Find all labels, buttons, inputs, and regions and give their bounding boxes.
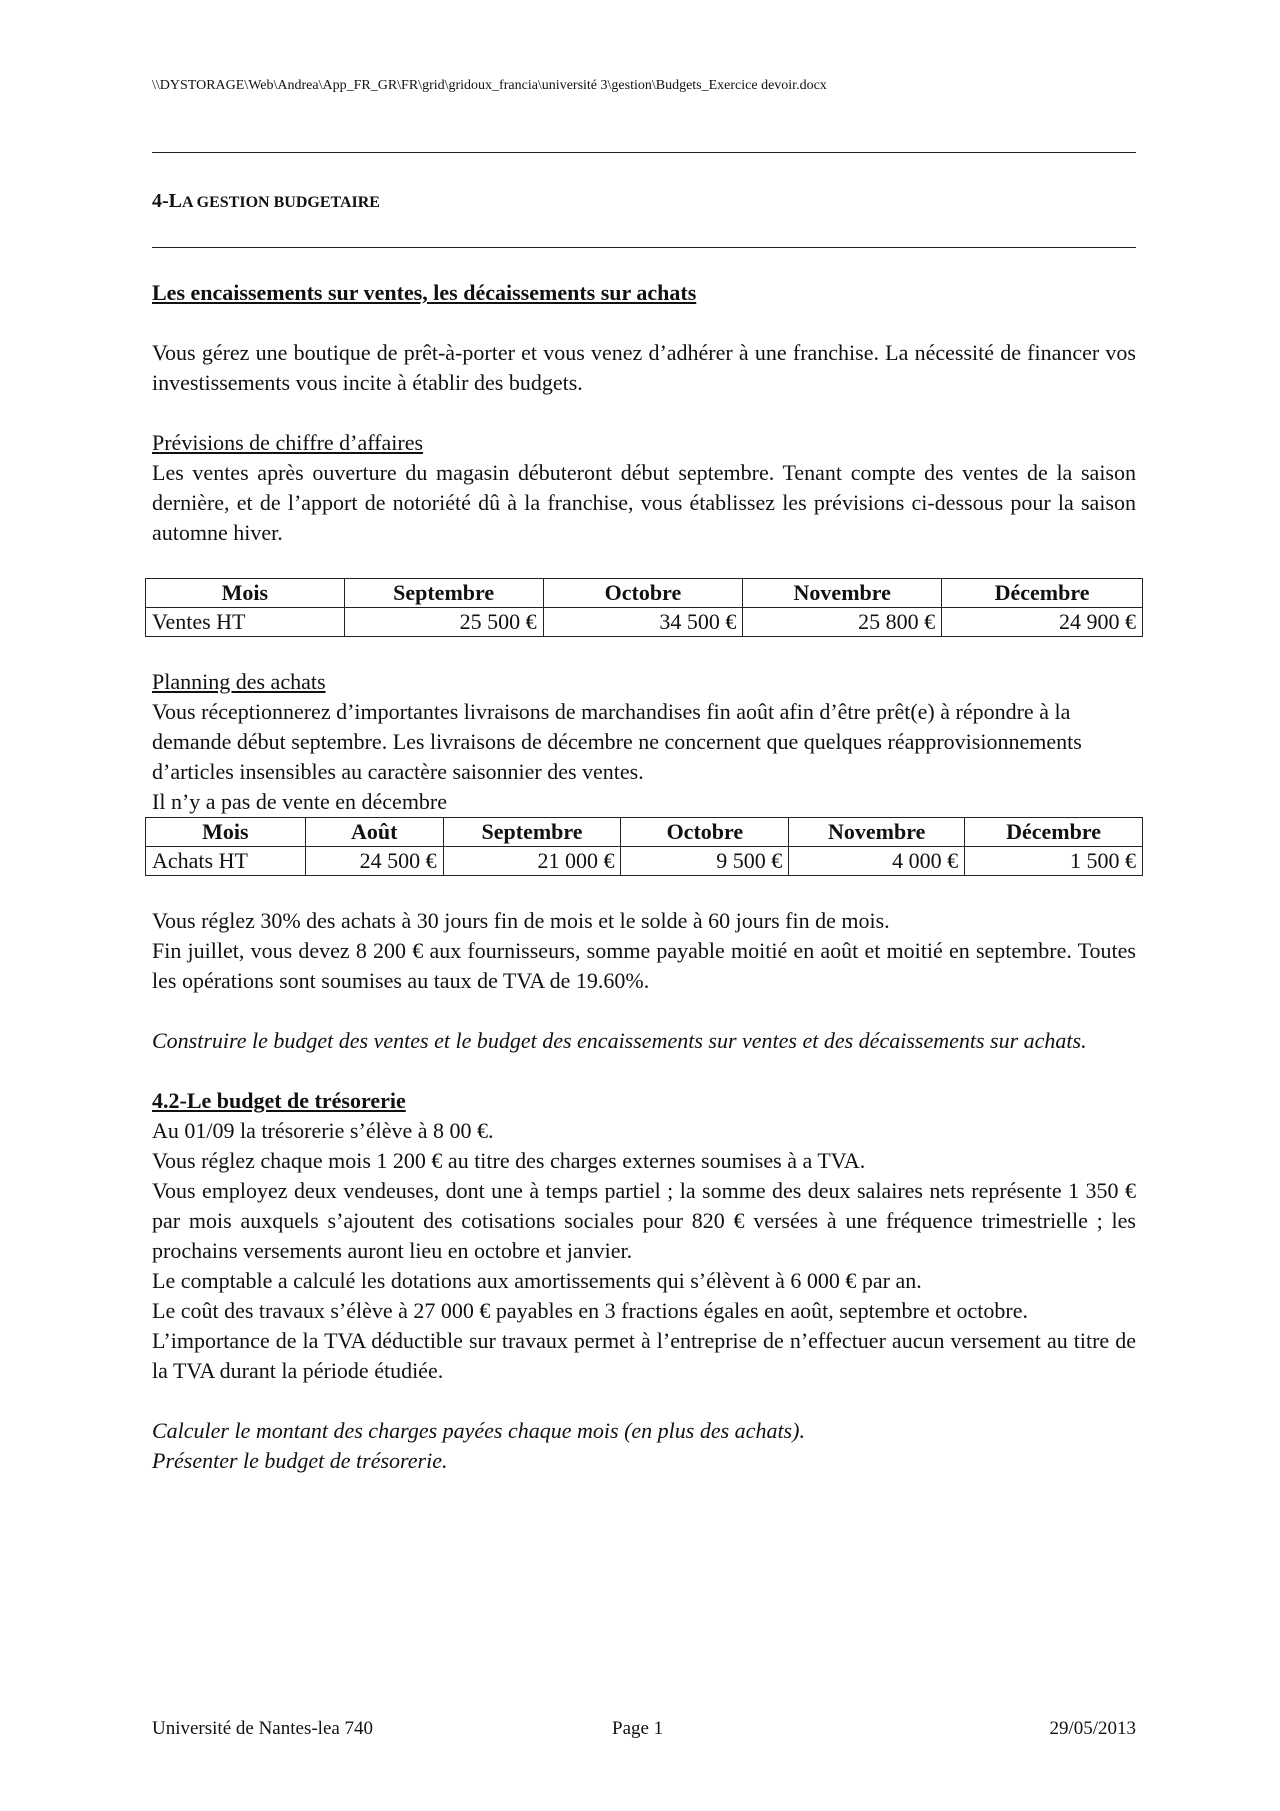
table-cell: 24 900 € [942,608,1143,637]
table-header-cell: Décembre [942,579,1143,608]
section2-task: Calculer le montant des charges payées chaque mois (en plus des achats). [152,1418,805,1443]
supplier-debt: Fin juillet, vous devez 8 200 € aux fournisseurs, somme payable moitié en août et moitié en septembre. Toutes les opérations sont soumises au taux de TVA de 19.60%. [152,938,1136,993]
footer-left: Université de Nantes-lea 740 [152,1718,374,1739]
purchases-note: Il n’y a pas de vente en décembre [152,789,448,814]
treasury-line: Au 01/09 la trésorerie s’élève à 8 00 €. [152,1118,494,1143]
section2-heading: 4.2-Le budget de trésorerie [152,1088,406,1113]
table-header-cell: Août [305,818,443,847]
table-header-cell: Octobre [621,818,789,847]
purchases-text: Vous réceptionnerez d’importantes livraisons de marchandises fin août afin d’être prêt(e) à répondre à la demande début septembre. Les livraisons de décembre ne concernent que quelques réapprovisionnements d’articles insensibles au caractère saisonnier des ventes. [152,699,1082,784]
footer-page-number: Page 1 [612,1718,664,1739]
table-cell: 21 000 € [443,847,621,876]
purchases-table [145,817,1143,876]
table-header-row [146,818,1143,847]
section1-intro: Vous gérez une boutique de prêt-à-porter et vous venez d’adhérer à une franchise. La nécessité de financer vos investissements vous incite à établir des budgets. [152,340,1136,395]
treasury-line: L’importance de la TVA déductible sur travaux permet à l’entreprise de n’effectuer aucun versement au titre de la TVA durant la période étudiée. [152,1328,1136,1383]
table-cell: 34 500 € [543,608,743,637]
document-body [152,278,1136,1476]
treasury-line: Le comptable a calculé les dotations aux amortissements qui s’élèvent à 6 000 € par an. [152,1268,922,1293]
section1-heading: Les encaissements sur ventes, les décaissements sur achats [152,280,697,305]
table-row-label: Achats HT [146,847,306,876]
table-header-cell: Novembre [743,579,942,608]
treasury-line: Le coût des travaux s’élève à 27 000 € payables en 3 fractions égales en août, septembre et octobre. [152,1298,1028,1323]
chapter-title-rest: A GESTION BUDGETAIRE [182,194,380,211]
treasury-line: Vous réglez chaque mois 1 200 € au titre des charges externes soumises à a TVA. [152,1148,866,1173]
section1-task: Construire le budget des ventes et le budget des encaissements sur ventes et des décaissements sur achats. [152,1028,1087,1053]
table-cell: 9 500 € [621,847,789,876]
table-header-cell: Novembre [789,818,965,847]
table-header-cell: Décembre [965,818,1143,847]
chapter-rule [152,247,1136,248]
footer-date: 29/05/2013 [1049,1718,1136,1739]
forecast-heading: Prévisions de chiffre d’affaires [152,430,424,455]
table-header-cell: Mois [146,818,306,847]
chapter-number: 4-L [152,190,182,212]
treasury-line: Vous employez deux vendeuses, dont une à temps partiel ; la somme des deux salaires nets représente 1 350 € par mois auxquels s’ajoutent des cotisations sociales pour 820 € versées à une fréquence trimestrielle ; les prochains versements auront lieu en octobre et janvier. [152,1178,1136,1263]
purchases-heading: Planning des achats [152,669,326,694]
table-cell: 4 000 € [789,847,965,876]
table-header-cell: Octobre [543,579,743,608]
sales-table [145,578,1143,637]
table-cell: 24 500 € [305,847,443,876]
top-rule [152,152,1136,153]
file-path-header: \\DYSTORAGE\Web\Andrea\App_FR_GR\FR\grid\gridoux_francia\université 3\gestion\Budgets_Exercice devoir.docx [152,78,827,93]
payment-terms: Vous réglez 30% des achats à 30 jours fin de mois et le solde à 60 jours fin de mois. [152,908,890,933]
table-cell: 25 500 € [344,608,543,637]
chapter-title [152,190,380,213]
table-header-cell: Septembre [443,818,621,847]
table-cell: 25 800 € [743,608,942,637]
table-header-cell: Mois [146,579,345,608]
section2-task: Présenter le budget de trésorerie. [152,1448,448,1473]
table-header-cell: Septembre [344,579,543,608]
table-cell: 1 500 € [965,847,1143,876]
forecast-text: Les ventes après ouverture du magasin débuteront début septembre. Tenant compte des ventes de la saison dernière, et de l’apport de notoriété dû à la franchise, vous établissez les prévisions ci-dessous pour la saison automne hiver. [152,460,1136,545]
table-header-row [146,579,1143,608]
table-row [146,608,1143,637]
table-row [146,847,1143,876]
table-row-label: Ventes HT [146,608,345,637]
